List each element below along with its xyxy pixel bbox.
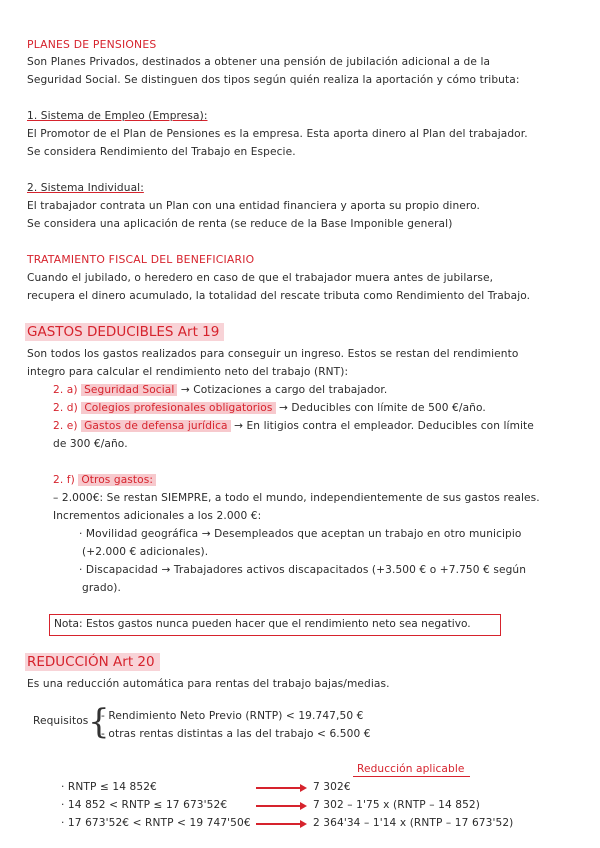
paragraph-line: El trabajador contrata un Plan con una entidad financiera y aporta su propio dinero. <box>27 200 480 212</box>
paragraph-line: integro para calcular el rendimiento neto del trabajo (RNT): <box>27 366 349 378</box>
paragraph-line: El Promotor de el Plan de Pensiones es la empresa. Esta aporta dinero al Plan del trabajador. <box>27 128 528 140</box>
table-row-value: 7 302 – 1'75 x (RNTP – 14 852) <box>313 799 481 811</box>
requirements-label: Requisitos <box>33 715 89 727</box>
item-number: 2. d) <box>53 402 78 414</box>
list-item-seguridad-social <box>53 383 387 397</box>
paragraph-line: Se considera una aplicación de renta (se reduce de la Base Imponible general) <box>27 218 453 230</box>
table-row-value: 7 302€ <box>313 781 351 793</box>
list-item-colegios <box>53 401 486 415</box>
paragraph-line: Se considera Rendimiento del Trabajo en Especie. <box>27 146 296 158</box>
section-title-gastos: GASTOS DEDUCIBLES Art 19 <box>25 323 224 341</box>
paragraph-line: Seguridad Social. Se distinguen dos tipos según quién realiza la aportación y cómo tributa: <box>27 74 520 86</box>
item-number: 2. a) <box>53 384 78 396</box>
subsection-title-empleo <box>27 109 208 123</box>
arrow-head-icon <box>300 802 307 810</box>
paragraph-line: Son todos los gastos realizados para conseguir un ingreso. Estos se restan del rendimiento <box>27 348 519 360</box>
subsection-title-text: 1. Sistema de Empleo (Empresa): <box>27 110 208 122</box>
arrow-icon <box>256 787 301 789</box>
section-title-reduccion: REDUCCIÓN Art 20 <box>25 653 160 671</box>
item-label: Otros gastos: <box>78 474 156 486</box>
paragraph-line: Cuando el jubilado, o heredero en caso de que el trabajador muera antes de jubilarse, <box>27 272 494 284</box>
subsection-title-text: 2. Sistema Individual: <box>27 182 144 194</box>
paragraph-line: Son Planes Privados, destinados a obtener una pensión de jubilación adicional a de la <box>27 56 491 68</box>
subsection-title-individual <box>27 181 144 195</box>
item-text: → En litigios contra el empleador. Deducibles con límite <box>234 420 534 432</box>
list-item-defensa <box>53 419 534 433</box>
brace-icon: { <box>88 702 110 742</box>
bullet-movilidad: · Movilidad geográfica → Desempleados que aceptan un trabajo en otro municipio <box>79 528 522 540</box>
paragraph-line: (+2.000 € adicionales). <box>82 546 209 558</box>
paragraph-line: recupera el dinero acumulado, la totalidad del rescate tributa como Rendimiento del Trabajo. <box>27 290 531 302</box>
requirement-item: - otras rentas distintas a las del trabajo < 6.500 € <box>101 728 371 740</box>
arrow-head-icon <box>300 820 307 828</box>
paragraph-line: grado). <box>82 582 121 594</box>
item-label: Seguridad Social <box>81 384 177 396</box>
list-item-otros-gastos <box>53 473 156 487</box>
paragraph-line: de 300 €/año. <box>53 438 128 450</box>
table-header: Reducción aplicable <box>357 763 465 775</box>
arrow-icon <box>256 805 301 807</box>
item-label: Colegios profesionales obligatorios <box>81 402 275 414</box>
item-text: → Deducibles con límite de 500 €/año. <box>278 402 486 414</box>
table-row-cond: · RNTP ≤ 14 852€ <box>61 781 157 793</box>
header-underline <box>353 776 470 777</box>
arrow-icon <box>256 823 301 825</box>
item-text: → Cotizaciones a cargo del trabajador. <box>180 384 388 396</box>
section-title-planes: PLANES DE PENSIONES <box>27 38 157 51</box>
note-box: Nota: Estos gastos nunca pueden hacer que el rendimiento neto sea negativo. <box>49 614 501 636</box>
requirement-item: - Rendimiento Neto Previo (RNTP) < 19.747,50 € <box>101 710 364 722</box>
table-row-cond: · 14 852 < RNTP ≤ 17 673'52€ <box>61 799 228 811</box>
bullet-discapacidad: · Discapacidad → Trabajadores activos discapacitados (+3.500 € o +7.750 € según <box>79 564 527 576</box>
arrow-head-icon <box>300 784 307 792</box>
paragraph-line: – 2.000€: Se restan SIEMPRE, a todo el mundo, independientemente de sus gastos reales. <box>53 492 540 504</box>
table-row-cond: · 17 673'52€ < RNTP < 19 747'50€ <box>61 817 251 829</box>
paragraph-line: Incrementos adicionales a los 2.000 €: <box>53 510 262 522</box>
item-label: Gastos de defensa jurídica <box>81 420 230 432</box>
paragraph-line: Es una reducción automática para rentas del trabajo bajas/medias. <box>27 678 390 690</box>
section-title-tratamiento: TRATAMIENTO FISCAL DEL BENEFICIARIO <box>27 253 255 266</box>
item-number: 2. f) <box>53 474 75 486</box>
table-row-value: 2 364'34 – 1'14 x (RNTP – 17 673'52) <box>313 817 514 829</box>
item-number: 2. e) <box>53 420 78 432</box>
